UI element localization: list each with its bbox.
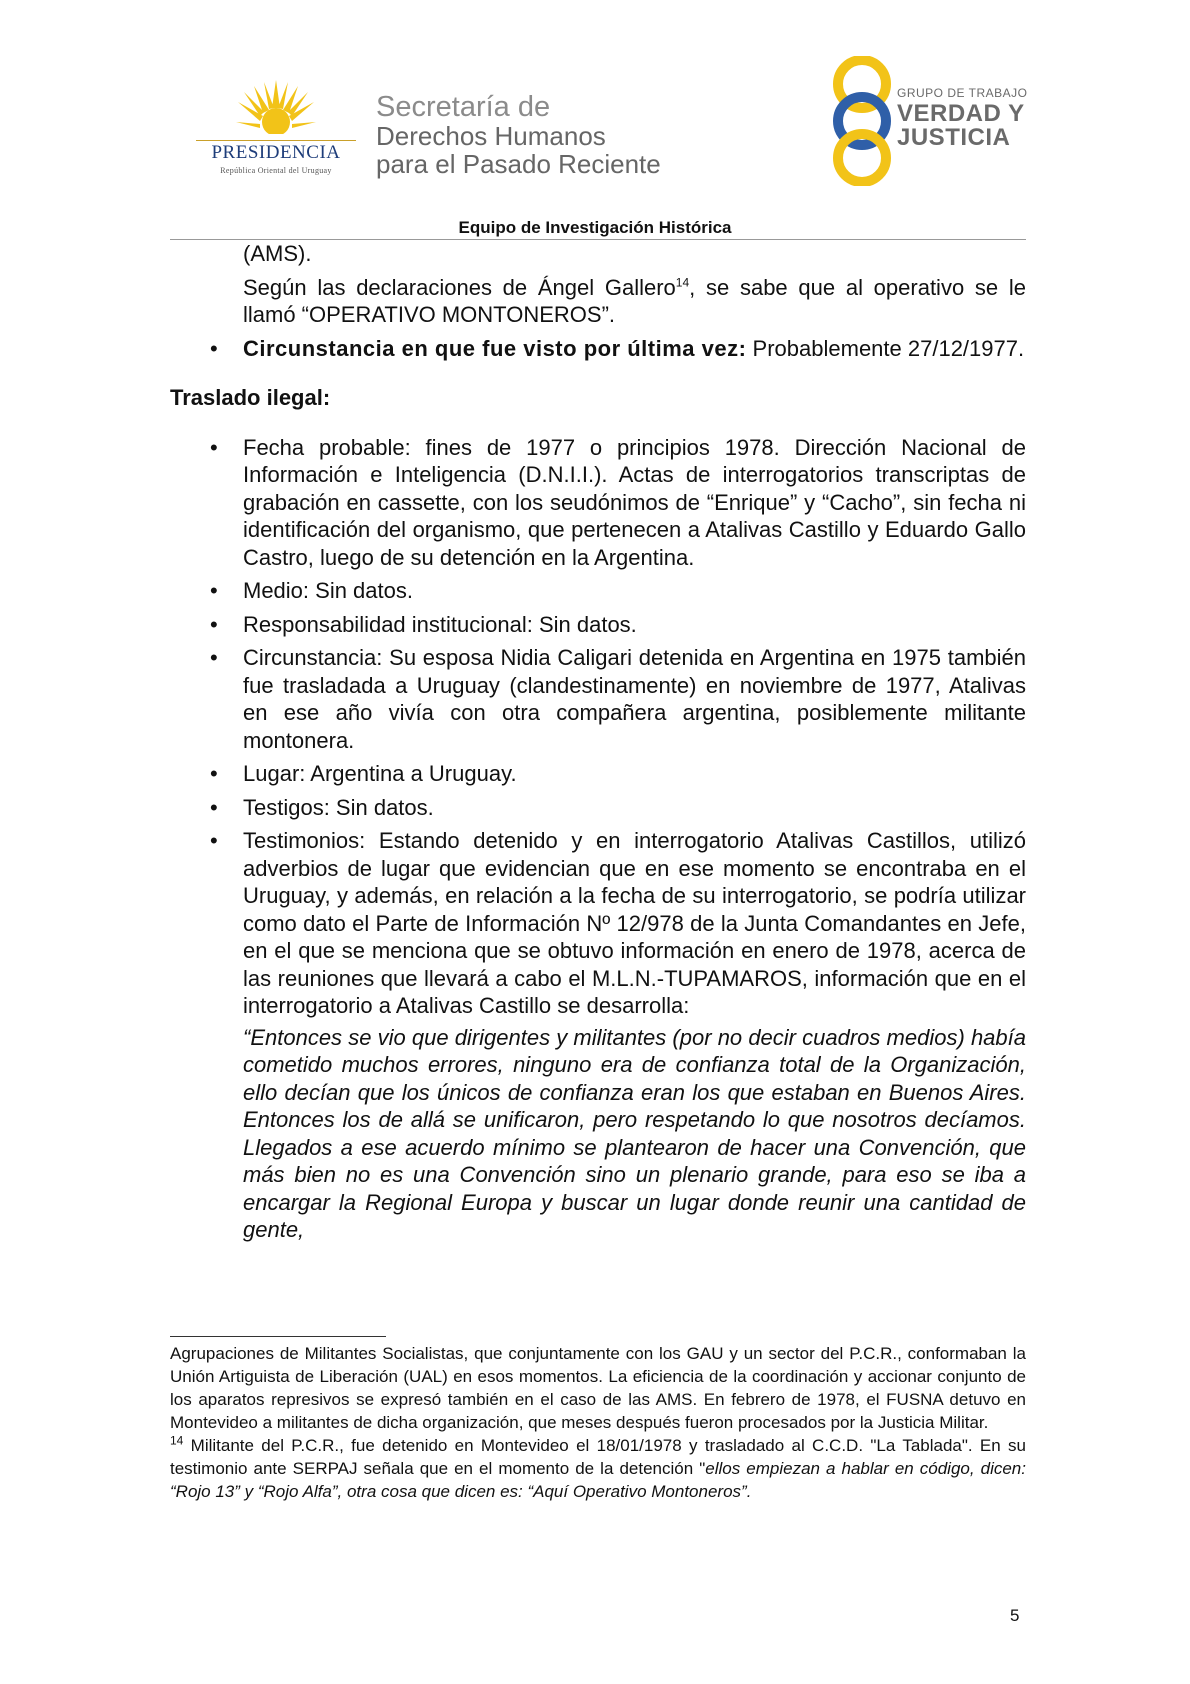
bullet-text: Circunstancia: Su esposa Nidia Caligari detenida en Argentina en 1975 también fue trasladada a Uruguay (clandestinamente) en noviembre de 1977, Atalivas en ese año vivía con otra compañera argentina, posiblemente militante montonera. — [243, 645, 1026, 753]
list-item — [170, 644, 1026, 754]
footnote-14-text: Militante del P.C.R., fue detenido en Montevideo el 18/01/1978 y trasladado al C.C.D. "La Tablada". En su testimonio ante SERPAJ señala que en el momento de la detención " — [170, 1436, 1026, 1478]
gallero-paragraph — [170, 274, 1026, 329]
bullet-text: Testigos: Sin datos. — [243, 794, 434, 820]
footnote-14 — [170, 1434, 1026, 1503]
bullet-icon: • — [210, 828, 218, 853]
ams-line: (AMS). — [243, 241, 312, 266]
gallero-text-pre: Según las declaraciones de Ángel Gallero — [243, 274, 676, 300]
presidencia-name: PRESIDENCIA — [211, 142, 341, 163]
circumstance-label: Circunstancia en que fue visto por última vez: — [243, 335, 747, 361]
gt-title-line-1: VERDAD Y — [897, 100, 1025, 127]
bullet-icon: • — [210, 611, 218, 637]
sun-icon — [236, 80, 316, 140]
bullet-icon: • — [210, 578, 218, 603]
bullet-icon: • — [210, 794, 218, 820]
bullet-text: Responsabilidad institucional: Sin datos. — [243, 611, 637, 637]
bullet-icon: • — [210, 434, 218, 460]
gt-small-label: GRUPO DE TRABAJO — [897, 86, 1028, 100]
bullet-text: Medio: Sin datos. — [243, 578, 413, 603]
document-body — [170, 240, 1026, 1244]
gallero-text-post: , se sabe que al operativo se le llamó “OPERATIVO MONTONEROS”. — [243, 274, 1026, 327]
presidencia-logo — [196, 80, 356, 176]
list-item — [170, 611, 1026, 639]
list-item — [170, 434, 1026, 572]
secretaria-line-3: para el Pasado Reciente — [376, 149, 661, 179]
footnote-continuation: Agrupaciones de Militantes Socialistas, que conjuntamente con los GAU y un sector del P.C.R., conformaban la Unión Artiguista de Liberación (UAL) en esos momentos. La eficiencia de la coordinación y accionar conjunto de los aparatos represivos se expresó también en el caso de las AMS. En febrero de 1978, el FUSNA detuvo en Montevideo a militantes de dicha organización, que meses después fueron procesados por la Justicia Militar. — [170, 1344, 1026, 1432]
list-item — [170, 794, 1026, 822]
bullet-icon: • — [210, 645, 218, 670]
list-item — [170, 760, 1026, 788]
testimony-quote: “Entonces se vio que dirigentes y militantes (por no decir cuadros medios) había cometido muchos errores, ninguno era de confianza total de la Organización, ello decían que los únicos de confianza eran los que estaban en Buenos Aires. Entonces los de allá se unificaron, pero respetando lo que nosotros decíamos. Llegados a ese acuerdo mínimo se plantearon de hacer una Convención, que más bien no es una Convención sino un plenario grande, para eso se iba a encargar la Regional Europa y buscar un lugar donde reunir una cantidad de gente, — [243, 1024, 1026, 1242]
secretaria-line-2: Derechos Humanos — [376, 121, 606, 151]
list-item — [170, 827, 1026, 1020]
footnote-14-number: 14 — [170, 1433, 184, 1448]
secretaria-line-1: Secretaría de — [376, 91, 551, 123]
bullet-icon: • — [210, 761, 218, 786]
bullet-icon: • — [210, 335, 218, 361]
section-title: Traslado ilegal: — [170, 385, 331, 410]
page-number: 5 — [1010, 1606, 1020, 1625]
circumstance-value: Probablemente 27/12/1977. — [746, 335, 1025, 361]
footnotes — [170, 1342, 1026, 1503]
presidencia-subtitle: República Oriental del Uruguay — [220, 166, 332, 175]
bullet-text: Fecha probable: fines de 1977 o principios 1978. Dirección Nacional de Información e Inteligencia (D.N.I.I.). Actas de interrogatorios transcriptas de grabación en cassette, con los seudónimos de “Enrique” y “Cacho”, sin fecha ni identificación del organismo, que pertenecen a Atalivas Castillo y Eduardo Gallo Castro, luego de su detención en la Argentina. — [243, 434, 1026, 570]
team-heading: Equipo de Investigación Histórica — [458, 218, 732, 237]
footnote-14-quote: ellos empiezan a hablar en código, dicen: “Rojo 13” y “Rojo Alfa”, otra cosa que dicen es: “Aquí Operativo Montoneros”. — [170, 1459, 1026, 1501]
footnote-ref-14: 14 — [675, 275, 690, 290]
footnote-rule — [170, 1336, 386, 1337]
bullet-text: Lugar: Argentina a Uruguay. — [243, 761, 517, 786]
list-item — [170, 577, 1026, 605]
list-item — [170, 335, 1026, 363]
secretaria-title — [376, 92, 661, 178]
presidencia-rule — [196, 140, 356, 141]
gt-title-line-2: JUSTICIA — [897, 124, 1011, 151]
bullet-text: Testimonios: Estando detenido y en interrogatorio Atalivas Castillos, utilizó adverbios de lugar que evidencian que en ese momento se encontraba en el Uruguay, y además, en relación a la fecha de su interrogatorio, se podría utilizar como dato el Parte de Información Nº 12/978 de la Junta Comandantes en Jefe, en el que se menciona que se obtuvo información en enero de 1978, acerca de las reuniones que llevará a cabo el M.L.N.-TUPAMAROS, información que en el interrogatorio a Atalivas Castillo se desarrolla: — [243, 828, 1026, 1018]
